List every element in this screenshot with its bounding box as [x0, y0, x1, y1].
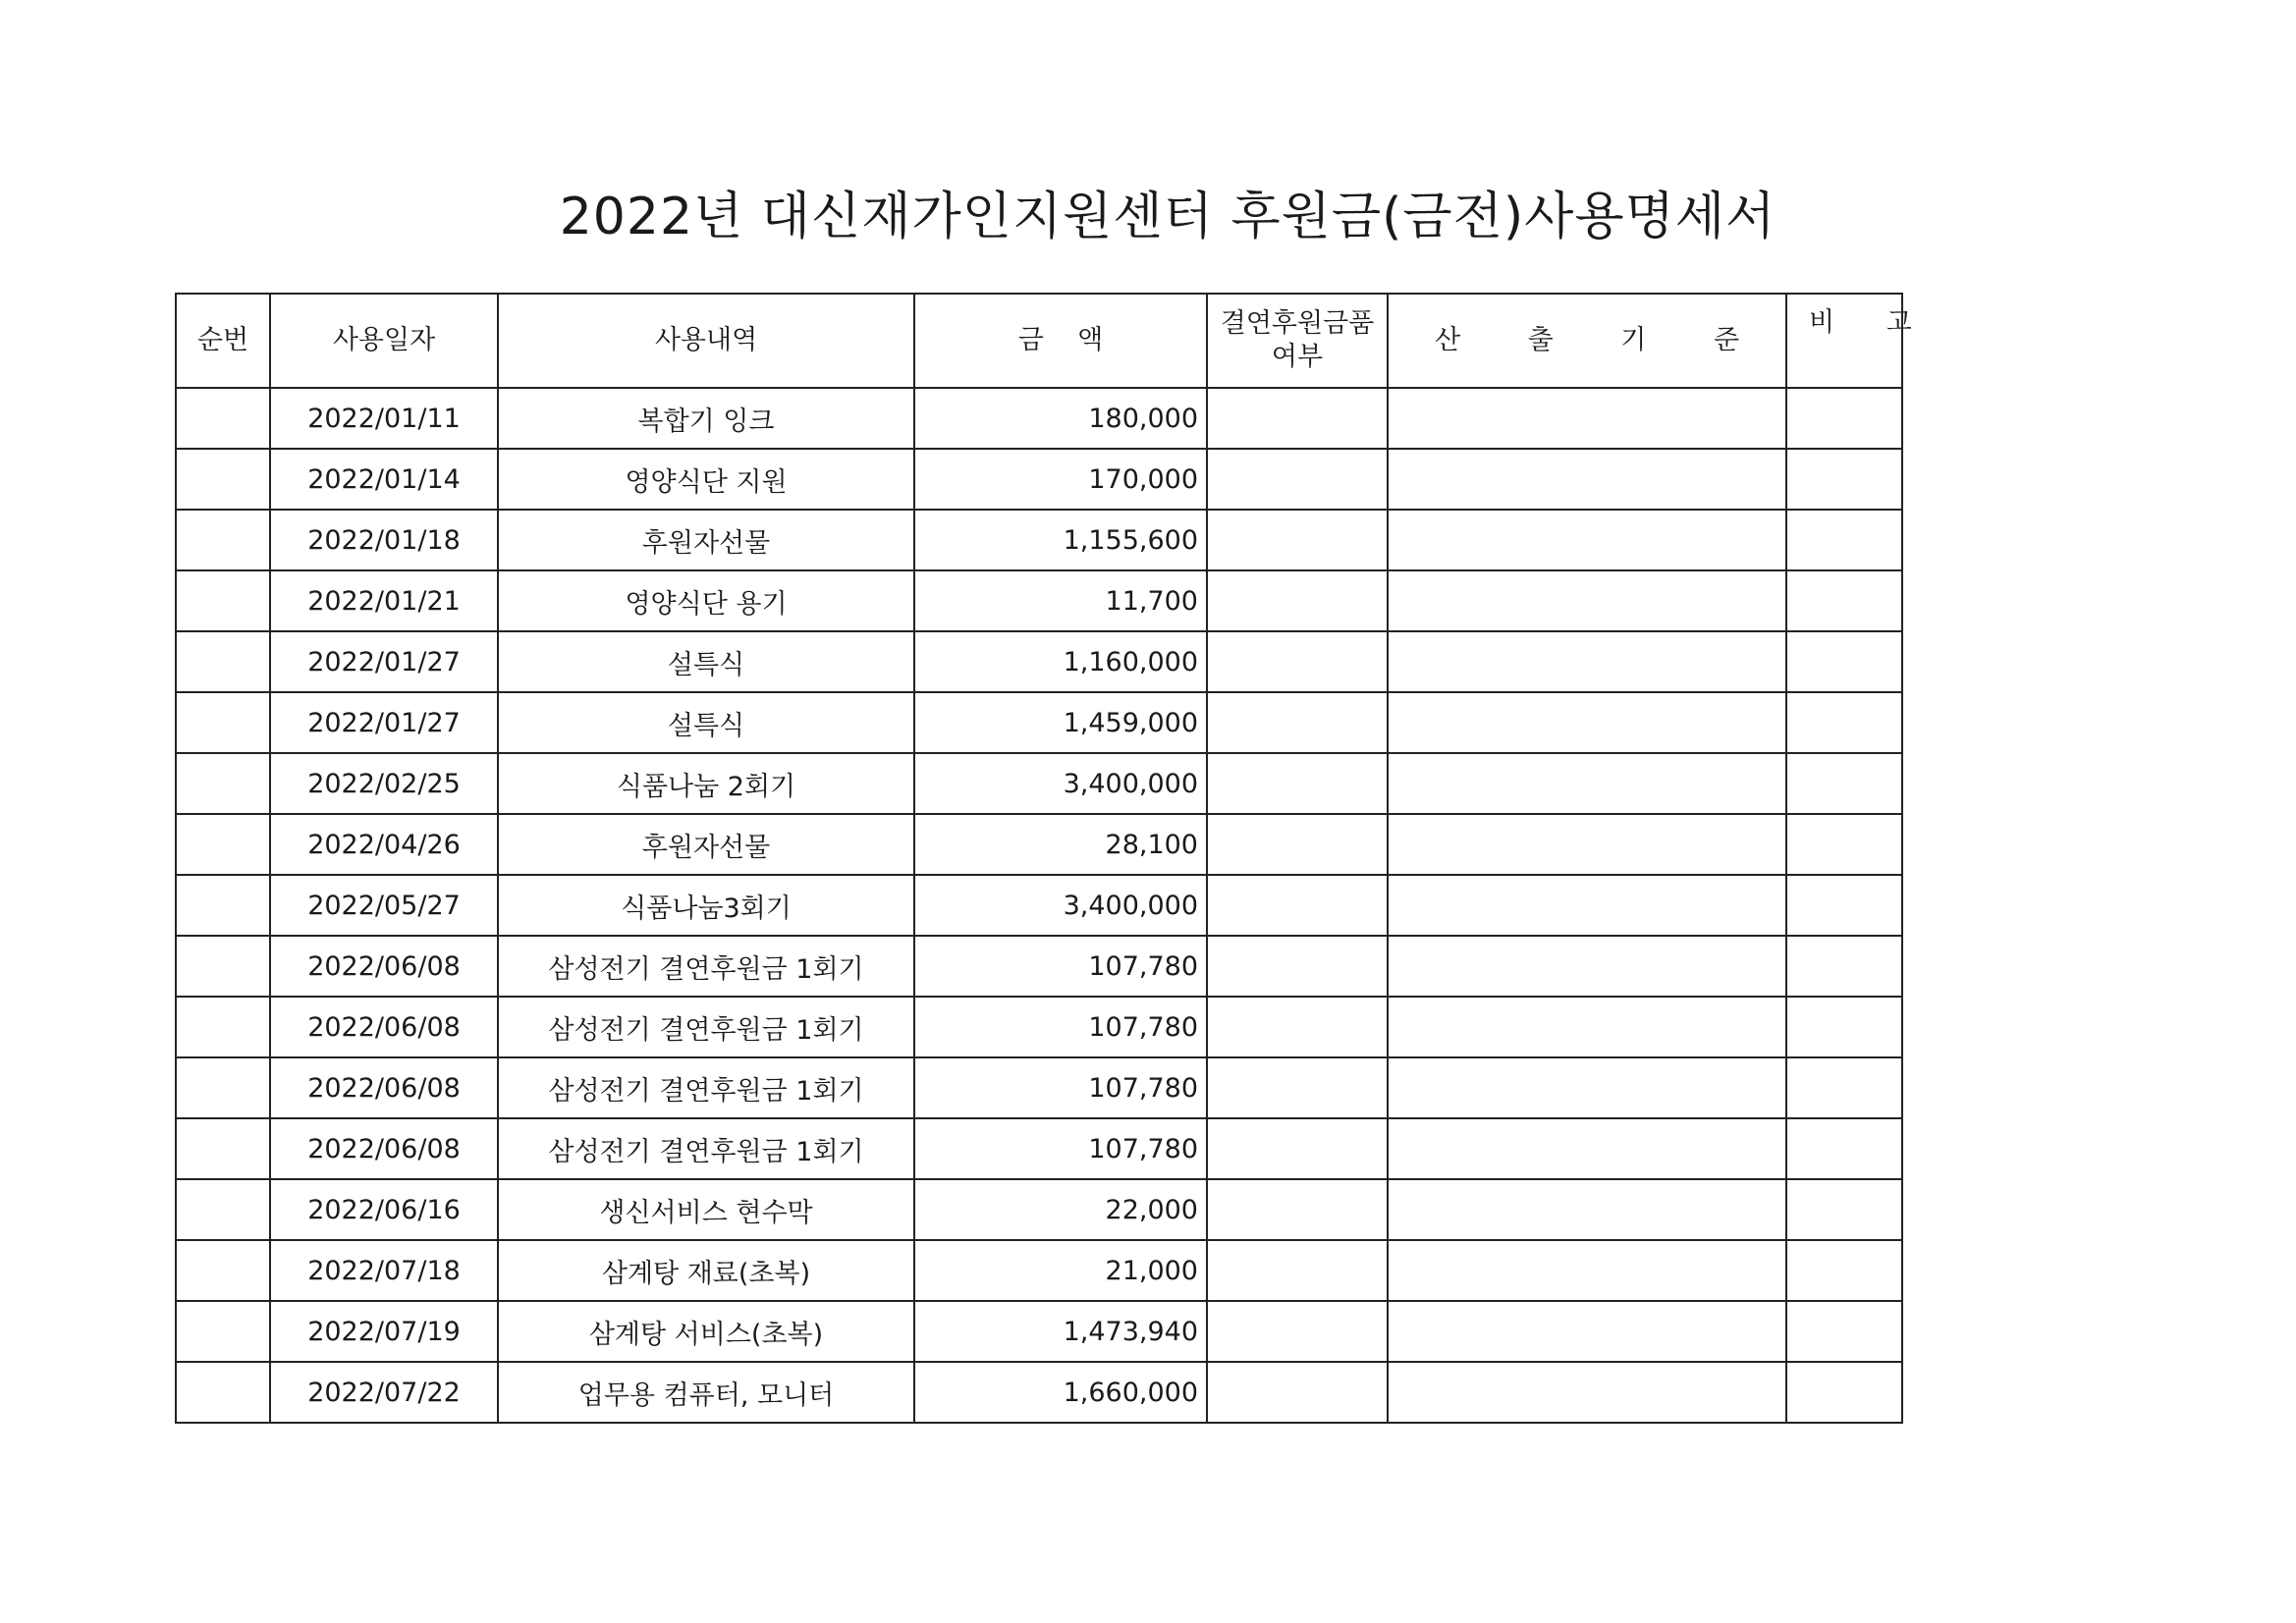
- cell-matching: [1207, 1240, 1388, 1301]
- cell-amount: 11,700: [914, 570, 1207, 631]
- cell-no: [176, 510, 270, 570]
- cell-no: [176, 1362, 270, 1423]
- cell-description: 후원자선물: [498, 814, 914, 875]
- cell-remarks: [1786, 997, 1902, 1057]
- cell-amount: 107,780: [914, 1118, 1207, 1179]
- cell-date: 2022/01/27: [270, 692, 498, 753]
- cell-no: [176, 1057, 270, 1118]
- cell-amount: 28,100: [914, 814, 1207, 875]
- cell-remarks: [1786, 753, 1902, 814]
- cell-date: 2022/01/18: [270, 510, 498, 570]
- cell-matching: [1207, 753, 1388, 814]
- cell-amount: 1,155,600: [914, 510, 1207, 570]
- cell-date: 2022/07/19: [270, 1301, 498, 1362]
- cell-no: [176, 1240, 270, 1301]
- table-row: [176, 570, 1902, 631]
- cell-basis: [1388, 753, 1786, 814]
- page-title: 2022년 대신재가인지원센터 후원금(금전)사용명세서: [559, 188, 1777, 246]
- cell-amount: 107,780: [914, 936, 1207, 997]
- cell-amount: 3,400,000: [914, 753, 1207, 814]
- cell-no: [176, 936, 270, 997]
- cell-date: 2022/06/08: [270, 1057, 498, 1118]
- cell-remarks: [1786, 570, 1902, 631]
- header-matching-line1: 결연후원금품: [1220, 308, 1375, 339]
- cell-basis: [1388, 1118, 1786, 1179]
- cell-no: [176, 753, 270, 814]
- cell-no: [176, 449, 270, 510]
- cell-remarks: [1786, 1362, 1902, 1423]
- header-description: 사용내역: [498, 294, 914, 388]
- cell-no: [176, 997, 270, 1057]
- cell-remarks: [1786, 1179, 1902, 1240]
- cell-description: 식품나눔 2회기: [498, 753, 914, 814]
- table-row: [176, 388, 1902, 449]
- cell-no: [176, 1179, 270, 1240]
- cell-description: 영양식단 용기: [498, 570, 914, 631]
- table-row: [176, 1362, 1902, 1423]
- cell-basis: [1388, 449, 1786, 510]
- cell-matching: [1207, 936, 1388, 997]
- cell-date: 2022/06/08: [270, 1118, 498, 1179]
- table-row: [176, 449, 1902, 510]
- cell-basis: [1388, 1057, 1786, 1118]
- cell-remarks: [1786, 1301, 1902, 1362]
- cell-basis: [1388, 388, 1786, 449]
- cell-amount: 170,000: [914, 449, 1207, 510]
- cell-matching: [1207, 631, 1388, 692]
- table-row: [176, 692, 1902, 753]
- cell-matching: [1207, 449, 1388, 510]
- cell-description: 삼성전기 결연후원금 1회기: [498, 1118, 914, 1179]
- cell-remarks: [1786, 1057, 1902, 1118]
- table-row: [176, 936, 1902, 997]
- header-no: 순번: [176, 294, 270, 388]
- cell-amount: 22,000: [914, 1179, 1207, 1240]
- cell-date: 2022/07/22: [270, 1362, 498, 1423]
- header-remarks-label: 비 고: [1809, 307, 1934, 338]
- table-row: [176, 1057, 1902, 1118]
- cell-no: [176, 875, 270, 936]
- cell-date: 2022/07/18: [270, 1240, 498, 1301]
- cell-no: [176, 692, 270, 753]
- cell-no: [176, 631, 270, 692]
- cell-description: 삼계탕 서비스(초복): [498, 1301, 914, 1362]
- header-date: 사용일자: [270, 294, 498, 388]
- cell-date: 2022/06/16: [270, 1179, 498, 1240]
- cell-date: 2022/04/26: [270, 814, 498, 875]
- cell-description: 설특식: [498, 692, 914, 753]
- cell-description: 후원자선물: [498, 510, 914, 570]
- cell-amount: 1,660,000: [914, 1362, 1207, 1423]
- cell-no: [176, 814, 270, 875]
- cell-basis: [1388, 1179, 1786, 1240]
- cell-amount: 1,459,000: [914, 692, 1207, 753]
- table-row: [176, 1179, 1902, 1240]
- table-row: [176, 510, 1902, 570]
- cell-description: 업무용 컴퓨터, 모니터: [498, 1362, 914, 1423]
- cell-basis: [1388, 997, 1786, 1057]
- cell-matching: [1207, 1362, 1388, 1423]
- cell-basis: [1388, 814, 1786, 875]
- table-row: [176, 997, 1902, 1057]
- cell-description: 삼성전기 결연후원금 1회기: [498, 936, 914, 997]
- cell-remarks: [1786, 814, 1902, 875]
- cell-basis: [1388, 631, 1786, 692]
- cell-basis: [1388, 1240, 1786, 1301]
- cell-no: [176, 388, 270, 449]
- table-row: [176, 875, 1902, 936]
- cell-matching: [1207, 570, 1388, 631]
- cell-date: 2022/01/14: [270, 449, 498, 510]
- cell-matching: [1207, 1057, 1388, 1118]
- cell-no: [176, 1301, 270, 1362]
- cell-description: 삼계탕 재료(초복): [498, 1240, 914, 1301]
- cell-basis: [1388, 692, 1786, 753]
- cell-description: 설특식: [498, 631, 914, 692]
- header-amount-label: 금 액: [1017, 325, 1104, 355]
- cell-date: 2022/01/21: [270, 570, 498, 631]
- table-body: [176, 388, 1902, 1423]
- cell-amount: 107,780: [914, 997, 1207, 1057]
- cell-basis: [1388, 1301, 1786, 1362]
- header-matching: [1207, 294, 1388, 388]
- cell-basis: [1388, 510, 1786, 570]
- cell-matching: [1207, 875, 1388, 936]
- cell-matching: [1207, 692, 1388, 753]
- table-row: [176, 631, 1902, 692]
- cell-amount: 180,000: [914, 388, 1207, 449]
- cell-remarks: [1786, 692, 1902, 753]
- cell-no: [176, 570, 270, 631]
- cell-matching: [1207, 814, 1388, 875]
- cell-no: [176, 1118, 270, 1179]
- cell-amount: 1,473,940: [914, 1301, 1207, 1362]
- cell-amount: 21,000: [914, 1240, 1207, 1301]
- cell-date: 2022/01/11: [270, 388, 498, 449]
- cell-description: 복합기 잉크: [498, 388, 914, 449]
- header-remarks: [1786, 294, 1934, 388]
- cell-description: 식품나눔3회기: [498, 875, 914, 936]
- cell-matching: [1207, 1118, 1388, 1179]
- cell-date: 2022/05/27: [270, 875, 498, 936]
- cell-remarks: [1786, 388, 1902, 449]
- cell-amount: 3,400,000: [914, 875, 1207, 936]
- cell-matching: [1207, 388, 1388, 449]
- table-row: [176, 1301, 1902, 1362]
- cell-date: 2022/02/25: [270, 753, 498, 814]
- cell-remarks: [1786, 510, 1902, 570]
- cell-basis: [1388, 570, 1786, 631]
- table-row: [176, 753, 1902, 814]
- header-matching-line2: 여부: [1271, 342, 1324, 372]
- cell-amount: 1,160,000: [914, 631, 1207, 692]
- cell-amount: 107,780: [914, 1057, 1207, 1118]
- cell-date: 2022/01/27: [270, 631, 498, 692]
- cell-date: 2022/06/08: [270, 997, 498, 1057]
- cell-basis: [1388, 875, 1786, 936]
- header-basis-label: 산 출 기 준: [1434, 325, 1770, 355]
- cell-description: 영양식단 지원: [498, 449, 914, 510]
- usage-table: [175, 293, 1934, 1424]
- cell-matching: [1207, 1179, 1388, 1240]
- cell-description: 삼성전기 결연후원금 1회기: [498, 997, 914, 1057]
- header-row: [176, 294, 1902, 388]
- cell-matching: [1207, 510, 1388, 570]
- cell-remarks: [1786, 631, 1902, 692]
- cell-matching: [1207, 1301, 1388, 1362]
- cell-remarks: [1786, 1118, 1902, 1179]
- header-basis: [1388, 294, 1786, 388]
- cell-description: 삼성전기 결연후원금 1회기: [498, 1057, 914, 1118]
- cell-basis: [1388, 1362, 1786, 1423]
- cell-remarks: [1786, 936, 1902, 997]
- cell-remarks: [1786, 1240, 1902, 1301]
- table-row: [176, 814, 1902, 875]
- header-amount: [914, 294, 1207, 388]
- cell-remarks: [1786, 875, 1902, 936]
- cell-basis: [1388, 936, 1786, 997]
- table-row: [176, 1118, 1902, 1179]
- cell-description: 생신서비스 현수막: [498, 1179, 914, 1240]
- table-row: [176, 1240, 1902, 1301]
- cell-date: 2022/06/08: [270, 936, 498, 997]
- cell-remarks: [1786, 449, 1902, 510]
- cell-matching: [1207, 997, 1388, 1057]
